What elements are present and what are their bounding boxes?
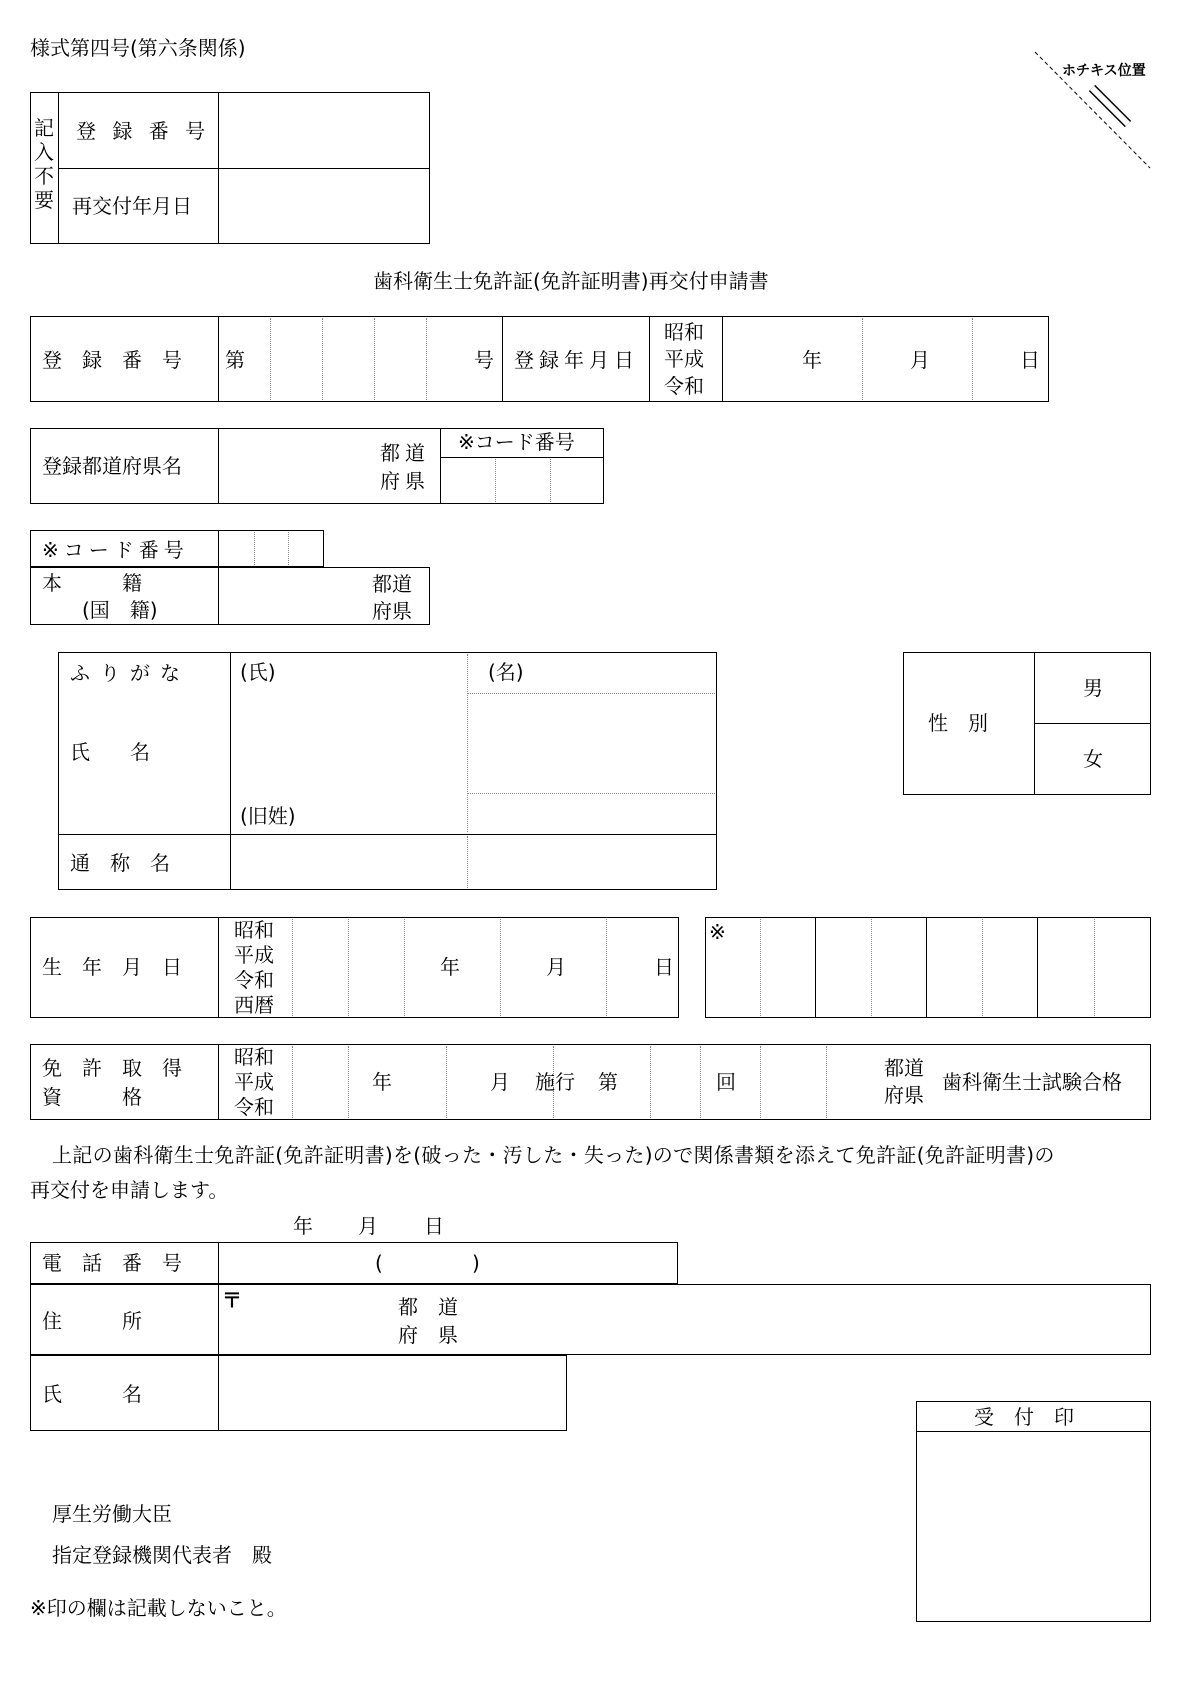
name-label: 氏 名 [70,740,150,764]
alias-label: 通 称 名 [70,851,170,875]
qualification-held-label: 施行 [535,1070,575,1094]
applicant-name-field[interactable] [222,1359,563,1427]
receipt-stamp-box [916,1401,1151,1622]
office-reissue-date-field[interactable] [220,170,428,242]
reg-prefecture-unit: 都道 府県 [380,441,430,493]
qualification-round-unit: 回 [716,1070,736,1094]
address-field[interactable] [242,1288,1142,1351]
reg-number-label: 登 録 番 号 [42,348,182,372]
alias-field[interactable] [234,838,714,886]
postal-mark: 〒 [222,1288,242,1312]
reg-day-unit: 日 [1020,348,1040,372]
qualification-month-unit: 月 [490,1070,510,1094]
reg-prefecture-code-label: ※コード番号 [458,430,575,454]
domicile-unit: 都道 府県 [372,572,412,623]
page-title: 歯科衛生士免許証(免許証明書)再交付申請書 [373,269,769,293]
nationality-label: (国 籍) [82,598,158,622]
qualification-exam-label: 歯科衛生士試験合格 [942,1070,1122,1094]
footnote: ※印の欄は記載しないこと。 [30,1596,287,1620]
qualification-era-options[interactable]: 昭和 平成 令和 [234,1045,274,1119]
domicile-code-label: ※コード番号 [42,538,189,562]
office-use-mark: ※ [709,920,726,944]
reg-month-unit: 月 [910,348,930,372]
office-use-code-row [705,917,1151,1018]
qualification-ordinal: 第 [598,1070,618,1094]
application-month-unit: 月 [358,1214,378,1238]
gender-female-option[interactable]: 女 [1083,747,1103,771]
surname-field[interactable] [234,690,464,800]
form-number: 様式第四号(第六条関係) [30,36,246,60]
phone-field[interactable] [222,1246,674,1280]
statement-line1: 上記の歯科衛生士免許証(免許証明書)を(破った・汚した・失った)ので関係書類を添えて免許証(免許証明書)の [52,1143,1055,1167]
address-pref-unit: 都 道 府 県 [398,1295,458,1347]
addressee-line2: 指定登録機関代表者 殿 [52,1543,272,1567]
phone-area-close: ) [472,1251,480,1275]
qualification-label-line2: 資 格 [42,1085,142,1109]
gender-male-option[interactable]: 男 [1083,676,1103,700]
birth-era-options[interactable]: 昭和 平成 令和 西暦 [234,918,274,1017]
domicile-label: 本 籍 [42,571,142,595]
application-day-unit: 日 [424,1214,444,1238]
given-name-tag: (名) [488,660,524,684]
office-use-label: 記 入 不 要 [34,116,54,212]
reg-era-options[interactable]: 昭和 平成 令和 [664,320,704,398]
phone-area-open: ( [375,1251,383,1275]
statement-line2: 再交付を申請します。 [30,1178,229,1202]
qualification-year-unit: 年 [372,1070,392,1094]
maiden-name-tag: (旧姓) [240,804,296,828]
applicant-name-label: 氏 名 [42,1382,142,1406]
reg-prefecture-field[interactable] [222,432,372,500]
office-reg-number-label: 登 録 番 号 [76,119,211,143]
reg-year-unit: 年 [802,348,822,372]
gender-label: 性 別 [928,711,988,735]
address-label: 住 所 [42,1309,142,1333]
office-reissue-date-label: 再交付年月日 [72,194,192,218]
reg-number-suffix: 号 [474,348,494,372]
birth-day-unit: 日 [654,955,674,979]
reg-number-prefix: 第 [225,348,245,372]
application-year-unit: 年 [293,1214,313,1238]
furigana-label: ふりがな [70,661,190,685]
birth-year-unit: 年 [440,955,460,979]
surname-tag: (氏) [240,660,276,684]
staple-label: ホチキス位置 [1062,63,1146,79]
office-reg-number-field[interactable] [220,94,428,166]
phone-label: 電 話 番 号 [42,1251,182,1275]
reg-number-field[interactable] [248,320,470,398]
qualification-label-line1: 免 許 取 得 [42,1056,182,1080]
given-name-field[interactable] [470,696,714,791]
birth-month-unit: 月 [546,955,566,979]
reg-prefecture-label: 登録都道府県名 [42,454,182,478]
birth-label: 生 年 月 日 [42,955,182,979]
receipt-stamp-label: 受 付 印 [974,1405,1074,1429]
domicile-field[interactable] [222,571,362,621]
qualification-pref-unit: 都道 府県 [884,1056,924,1107]
reg-date-label: 登録年月日 [514,348,639,372]
addressee-line1: 厚生労働大臣 [52,1502,172,1526]
